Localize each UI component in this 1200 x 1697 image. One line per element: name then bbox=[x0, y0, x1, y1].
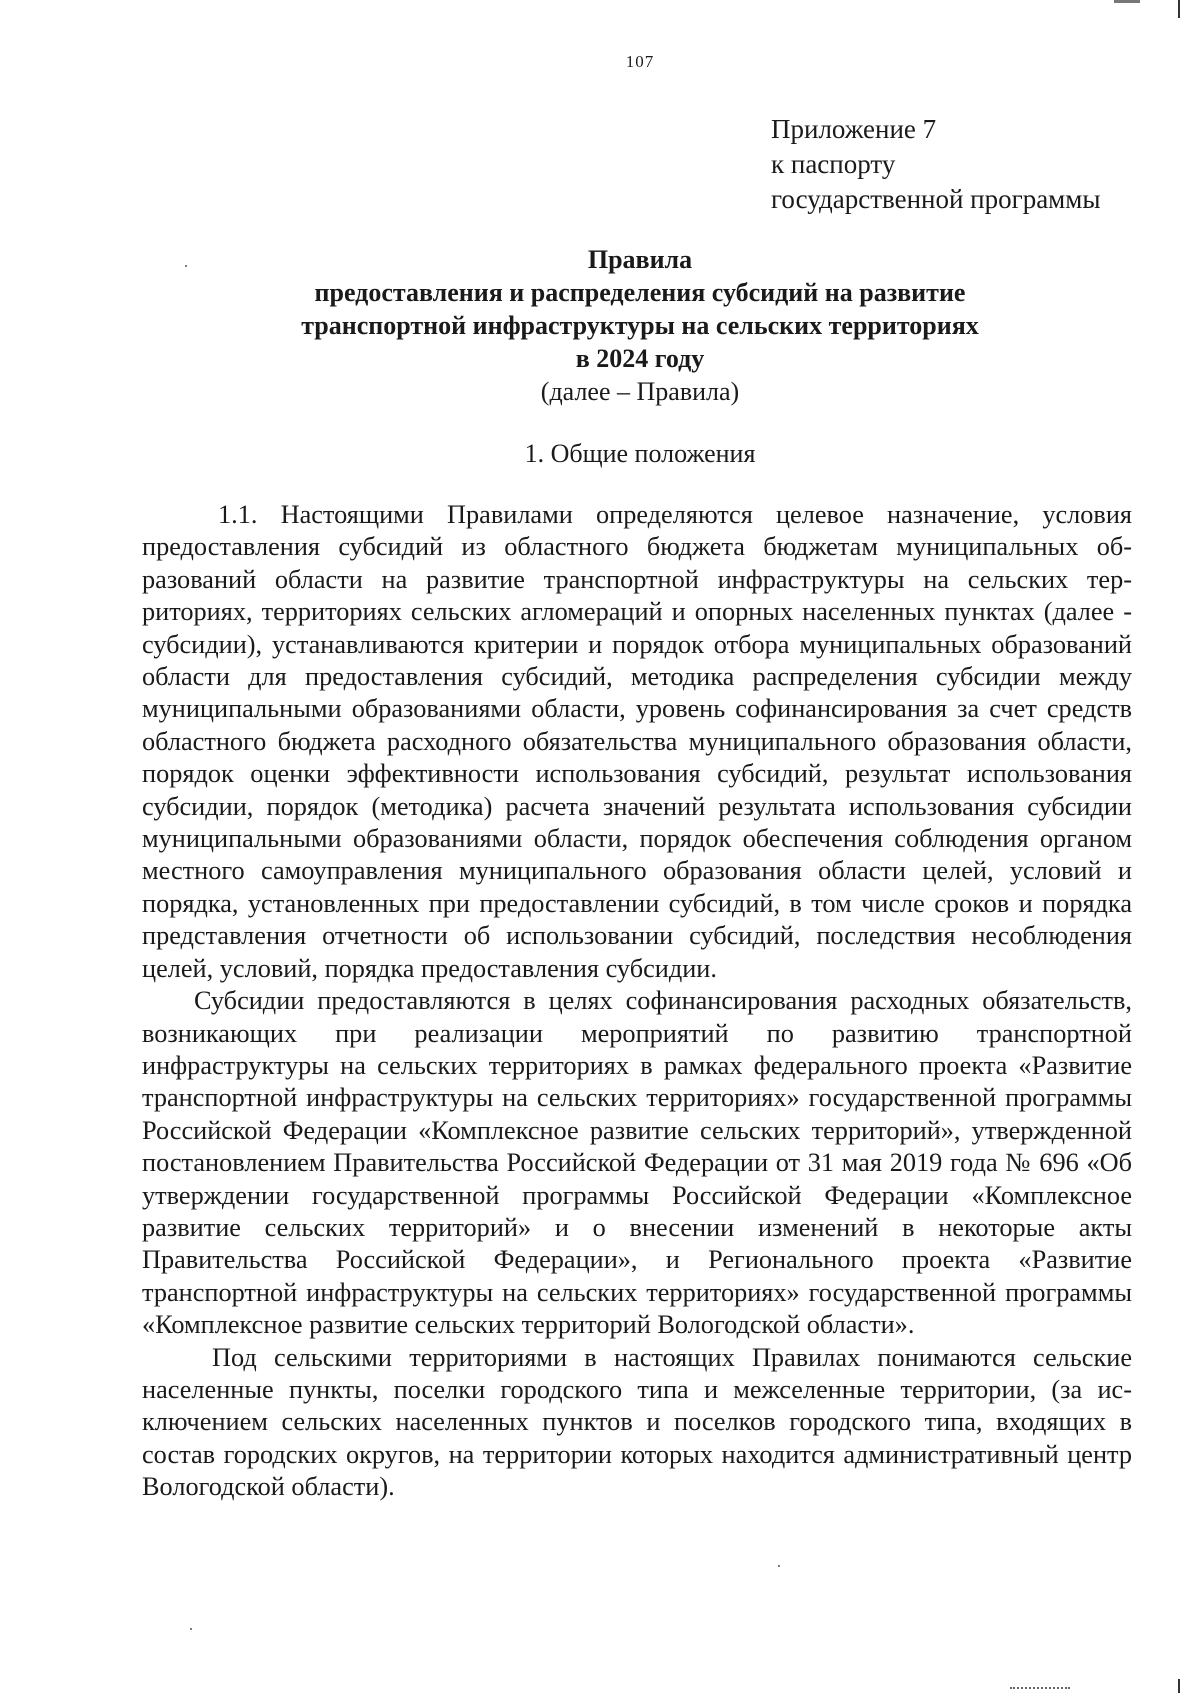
title-line: транспортной инфраструктуры на сельских территориях bbox=[301, 311, 979, 340]
paragraph: 1.1. Настоящими Правилами определяются целевое назначение, условия предоставления субсидий из областного бюджета бюджетам муниципальных образований области на развитие транспортной инфраструктуры на сельских территориях, территориях сельских агломераций и опорных населенных пунктах (далее - субсидии), устанавливаются критерии и порядок отбора муниципальных образований области для предоставления субсидий, методика распределения субсидии между муниципальными образованиями области, уровень софинансирования за счет средств областного бюджета расходного обязательства муниципального образования области, порядок оценки эффективности использования субсидий, результат использования субсидии, порядок (методика) расчета значений результата использования субсидии муниципальными образованиями области, порядок обеспечения соблюдения органом местного самоуправления муниципального образования области целей, условий и порядка, установленных при предоставлении субсидий, в том числе сроков и порядка представления отчетности об использовании субсидий, последствия несоблюдения целей, условий, порядка предоставления субсидии. bbox=[142, 500, 1132, 983]
scan-artifact bbox=[1178, 0, 1180, 18]
title-line: в 2024 году bbox=[575, 344, 705, 373]
scan-artifact bbox=[1114, 0, 1140, 3]
title-line: Правила bbox=[587, 245, 693, 274]
appendix-line: Приложение 7 bbox=[771, 114, 937, 144]
body-text bbox=[142, 499, 1132, 1504]
paragraph: Субсидии предоставляются в целях софинансирования расходных обязательств, возникающих при реализации мероприятий по развитию транспортной инфраструктуры на сельских территориях в рамках федерального проекта «Развитие транспортной инфраструктуры на сельских территориях» государственной программы Российской Федерации «Комплексное развитие сельских территорий», утвержденной постановлением Правительства Российской Федерации от 31 мая 2019 года № 696 «Об утверждении государственной программы Российской Федерации «Комплексное развитие сельских территорий» и о внесении изменений в некоторые акты Правительства Российской Федерации», и Регионального проекта «Развитие транспортной инфраструктуры на сельских территориях» государственной программы «Комплексное развитие сельских территорий Вологодской области». bbox=[142, 986, 1132, 1340]
scan-artifact bbox=[185, 265, 187, 267]
page-number: 107 bbox=[625, 52, 655, 71]
paragraph: Под сельскими территориями в настоящих Правилах понимаются сельские населенные пункты, поселки городского типа и межселенные территории, (за исключением сельских населенных пунктов и поселков городского типа, входящих в состав городских округов, на территории которых находится административный центр Вологодской области). bbox=[142, 1342, 1132, 1502]
scan-artifact bbox=[1178, 1679, 1180, 1693]
document-title bbox=[140, 243, 1140, 408]
scan-artifact bbox=[190, 1628, 192, 1630]
appendix-reference bbox=[771, 112, 1101, 217]
scan-artifact bbox=[778, 1565, 780, 1567]
title-line: предоставления и распределения субсидий на развитие bbox=[314, 278, 966, 307]
appendix-line: к паспорту bbox=[771, 149, 896, 179]
appendix-line: государственной программы bbox=[771, 184, 1101, 214]
scan-artifact bbox=[1010, 1687, 1070, 1691]
title-subline: (далее – Правила) bbox=[540, 377, 740, 406]
section-heading: 1. Общие положения bbox=[524, 439, 756, 468]
